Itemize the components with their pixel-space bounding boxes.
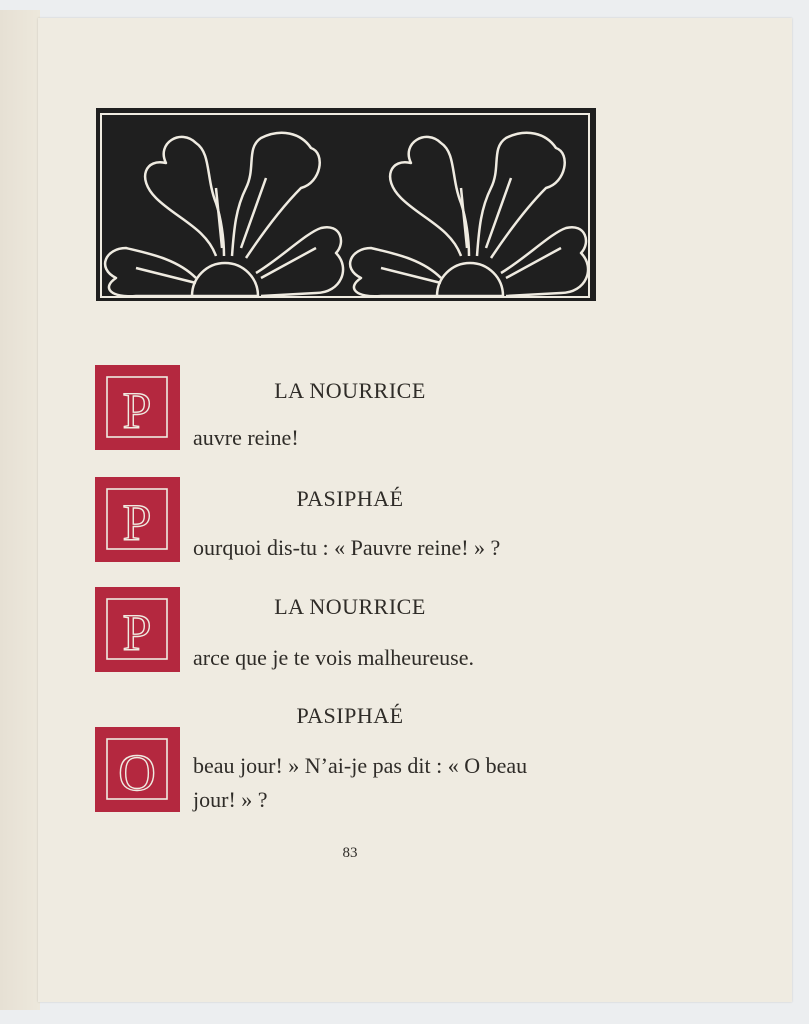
dialogue-line: beau jour! » N’ai-je pas dit : « O beau [193,753,528,778]
drop-cap-initial [95,587,180,672]
drop-cap-initial [95,477,180,562]
speaker-name: LA NOURRICE [274,378,426,403]
book-spine [0,10,40,1010]
dialogue-line: jour! » ? [193,787,268,812]
speaker-name: LA NOURRICE [274,594,426,619]
dialogue-line: auvre reine! [193,425,299,450]
svg-text:P: P [122,605,152,662]
page-number: 83 [342,845,358,861]
dialogue-line: ourquoi dis-tu : « Pauvre reine! » ? [193,535,501,560]
acanthus-leaf-frieze-icon [96,108,596,301]
svg-text:O: O [118,745,156,802]
drop-cap-initial [95,365,180,450]
svg-text:P: P [122,383,152,440]
speaker-name: PASIPHAÉ [296,486,404,511]
svg-text:P: P [122,495,152,552]
dialogue-line: arce que je te vois malheureuse. [193,645,474,670]
speaker-name: PASIPHAÉ [296,703,404,728]
drop-cap-initial [95,727,180,812]
